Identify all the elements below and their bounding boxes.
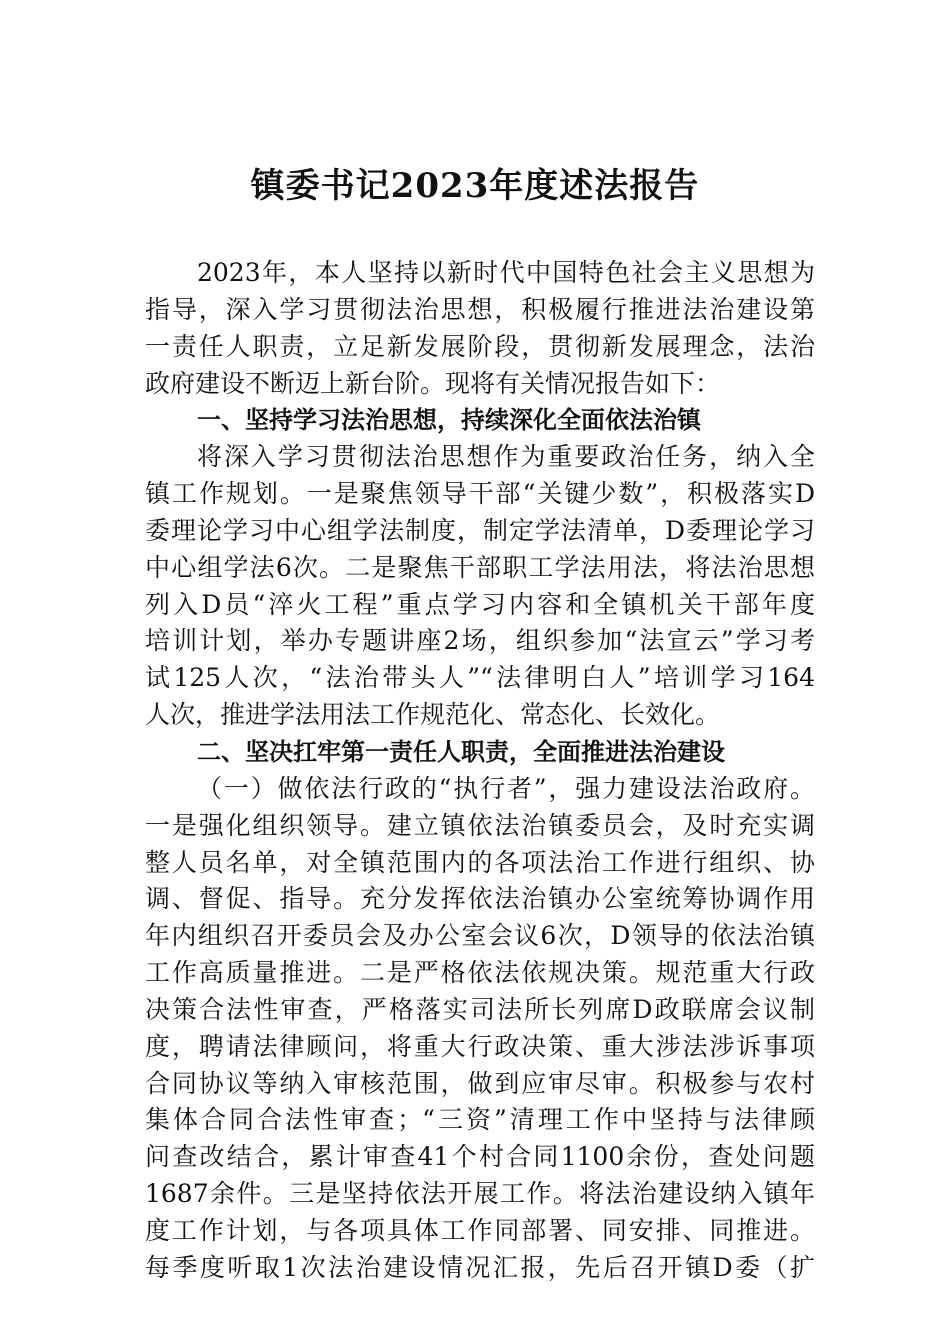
paragraph-line: 度工作计划，与各项具体工作同部署、同安排、同推进。 (145, 1215, 815, 1245)
paragraph-line: （一）做依法行政的“执行者”，强力建设法治政府。 (197, 773, 815, 803)
paragraph-line: 培训计划，举办专题讲座2场，组织参加“法宣云”学习考 (145, 626, 815, 656)
paragraph-line: 中心组学法6次。二是聚焦干部职工学法用法，将法治思想 (145, 552, 815, 582)
paragraph-line: 1687余件。三是坚持依法开展工作。将法治建设纳入镇年 (145, 1179, 815, 1209)
paragraph-line: 镇工作规划。一是聚焦领导干部“关键少数”，积极落实D (145, 479, 815, 509)
paragraph-line: 2023年，本人坚持以新时代中国特色社会主义思想为 (197, 258, 815, 287)
paragraph-line: 每季度听取1次法治建设情况汇报，先后召开镇D委（扩 (145, 1252, 815, 1282)
paragraph-line: 一责任人职责，立足新发展阶段，贯彻新发展理念，法治 (145, 331, 815, 361)
paragraph-line: 委理论学习中心组学法制度，制定学法清单，D委理论学习 (145, 515, 815, 545)
paragraph-line: 工作高质量推进。二是严格依法依规决策。规范重大行政 (145, 958, 815, 988)
paragraph-line: 将深入学习贯彻法治思想作为重要政治任务，纳入全 (197, 442, 815, 472)
section-heading: 一、坚持学习法治思想，持续深化全面依法治镇 (197, 406, 701, 435)
paragraph-line: 年内组织召开委员会及办公室会议6次，D领导的依法治镇 (145, 921, 815, 951)
paragraph-line: 政府建设不断迈上新台阶。现将有关情况报告如下： (145, 368, 721, 398)
paragraph-line: 一是强化组织领导。建立镇依法治镇委员会，及时充实调 (145, 810, 815, 840)
paragraph-line: 列入D员“淬火工程”重点学习内容和全镇机关干部年度 (145, 589, 815, 619)
paragraph-line: 试125人次，“法治带头人”“法律明白人”培训学习164 (145, 663, 815, 693)
document-body (145, 255, 815, 1287)
paragraph-line: 决策合法性审查，严格落实司法所长列席D政联席会议制 (145, 994, 815, 1024)
paragraph-line: 度，聘请法律顾问，将重大行政决策、重大涉法涉诉事项 (145, 1031, 815, 1061)
paragraph-line: 合同协议等纳入审核范围，做到应审尽审。积极参与农村 (145, 1068, 815, 1098)
document-title: 镇委书记2023年度述法报告 (250, 166, 700, 206)
paragraph-line: 调、督促、指导。充分发挥依法治镇办公室统筹协调作用 (145, 884, 815, 914)
paragraph-line: 整人员名单，对全镇范围内的各项法治工作进行组织、协 (145, 847, 815, 877)
paragraph-line: 集体合同合法性审查；“三资”清理工作中坚持与法律顾 (145, 1105, 815, 1135)
section-heading: 二、坚决扛牢第一责任人职责，全面推进法治建设 (197, 737, 725, 766)
paragraph-line: 问查改结合，累计审查41个村合同1100余份，查处问题 (145, 1142, 815, 1172)
paragraph-line: 指导，深入学习贯彻法治思想，积极履行推进法治建设第 (145, 294, 815, 324)
paragraph-line: 人次，推进学法用法工作规范化、常态化、长效化。 (145, 700, 721, 730)
